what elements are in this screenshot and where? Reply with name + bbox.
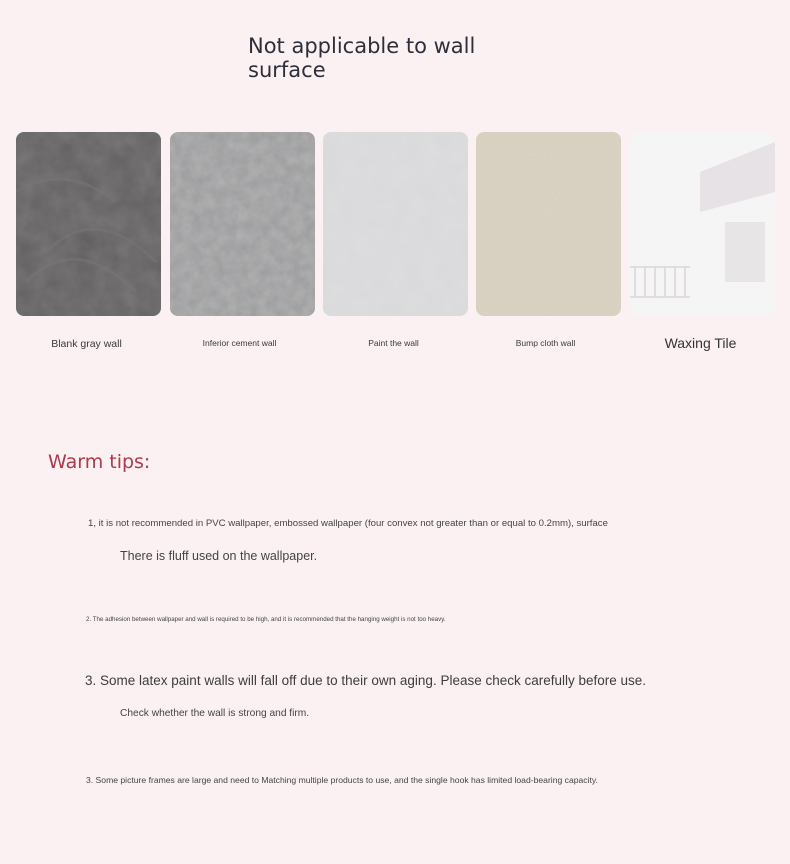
warm-tips-heading: Warm tips: [48, 451, 151, 473]
tip-3-continued: Check whether the wall is strong and firm. [120, 708, 310, 719]
bump-cloth-wall-image [476, 132, 621, 316]
blank-gray-wall-image [16, 132, 161, 316]
inferior-cement-wall-image [170, 132, 315, 316]
tip-1-continued: There is fluff used on the wallpaper. [120, 549, 318, 563]
tip-2: 2. The adhesion between wallpaper and wall is required to be high, and it is recommended that the hanging weight is not too heavy. [86, 616, 446, 623]
tip-3: 3. Some latex paint walls will fall off due to their own aging. Please check carefully before use. [85, 673, 647, 688]
tip-1: 1, it is not recommended in PVC wallpaper, embossed wallpaper (four convex not greater than or equal to 0.2mm), surface [88, 518, 608, 529]
tile-label: Waxing Tile [664, 335, 737, 351]
paint-the-wall-image [323, 132, 468, 316]
page-title: Not applicable to wall surface [248, 34, 476, 82]
waxing-tile-image [630, 132, 775, 316]
tile-label: Inferior cement wall [202, 338, 277, 348]
tile-label: Bump cloth wall [515, 338, 576, 348]
tile-label: Blank gray wall [51, 338, 122, 350]
tile-label: Paint the wall [368, 338, 419, 348]
tip-4: 3. Some picture frames are large and need to Matching multiple products to use, and the single hook has limited load-bearing capacity. [86, 775, 598, 785]
